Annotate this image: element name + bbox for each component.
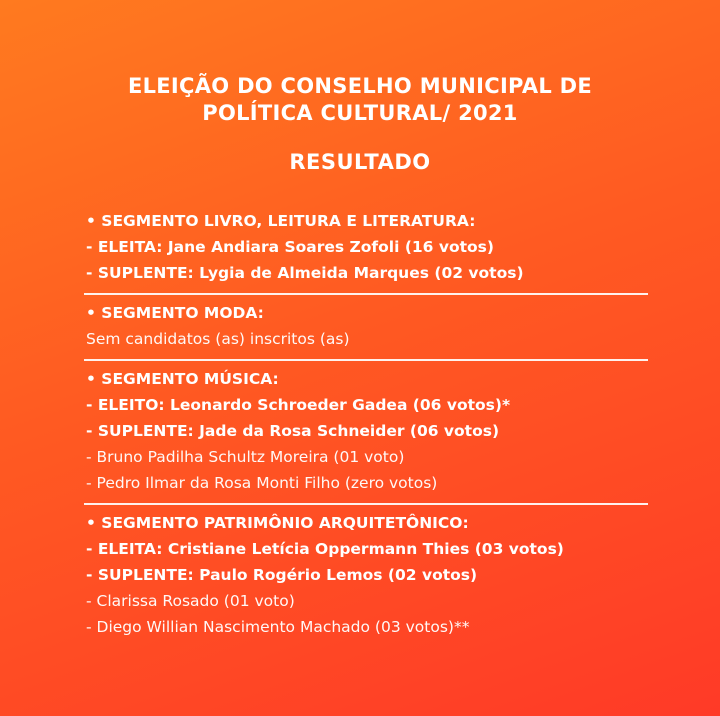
candidate-line: - Bruno Padilha Schultz Moreira (01 voto) (86, 448, 405, 466)
candidate-line: - Pedro Ilmar da Rosa Monti Filho (zero votos) (86, 474, 438, 492)
segment-livro (86, 208, 650, 286)
segment-heading: • SEGMENTO MÚSICA: (86, 370, 279, 388)
divider (84, 293, 648, 295)
segment-heading: • SEGMENTO LIVRO, LEITURA E LITERATURA: (86, 212, 476, 230)
title-line-1: ELEIÇÃO DO CONSELHO MUNICIPAL DE (127, 74, 593, 98)
substitute-line: - SUPLENTE: Lygia de Almeida Marques (02 votos) (86, 264, 524, 282)
segments-list (86, 208, 650, 640)
substitute-line: - SUPLENTE: Jade da Rosa Schneider (06 votos) (86, 422, 500, 440)
elected-line: - ELEITO: Leonardo Schroeder Gadea (06 votos)* (86, 396, 511, 414)
segment-moda (86, 300, 650, 352)
elected-line: - ELEITA: Cristiane Letícia Oppermann Thies (03 votos) (86, 540, 564, 558)
substitute-line: - SUPLENTE: Paulo Rogério Lemos (02 votos) (86, 566, 478, 584)
divider (84, 359, 648, 361)
title-line-2: POLÍTICA CULTURAL/ 2021 (202, 101, 518, 125)
segment-musica (86, 366, 650, 496)
page-title (0, 73, 720, 127)
page-subtitle: RESULTADO (289, 150, 431, 174)
divider (84, 503, 648, 505)
segment-patrimonio (86, 510, 650, 640)
candidate-line: - Clarissa Rosado (01 voto) (86, 592, 295, 610)
segment-heading: • SEGMENTO PATRIMÔNIO ARQUITETÔNICO: (86, 514, 469, 532)
no-candidates-line: Sem candidatos (as) inscritos (as) (86, 330, 350, 348)
elected-line: - ELEITA: Jane Andiara Soares Zofoli (16 votos) (86, 238, 494, 256)
segment-heading: • SEGMENTO MODA: (86, 304, 264, 322)
candidate-line: - Diego Willian Nascimento Machado (03 votos)** (86, 618, 470, 636)
